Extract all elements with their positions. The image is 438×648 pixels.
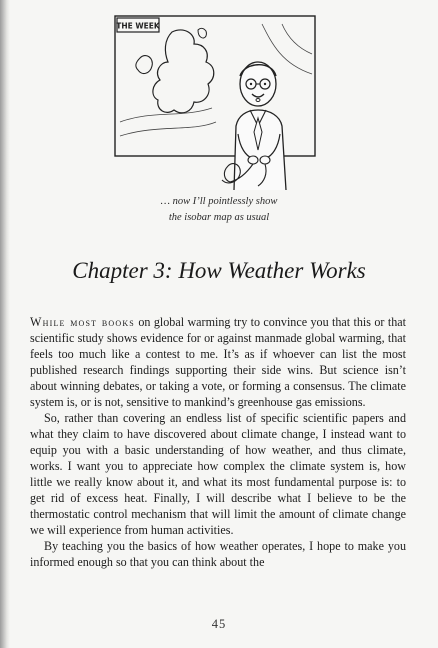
map-board [115, 16, 315, 156]
illustration-caption-line-2: the isobar map as usual [168, 212, 270, 223]
page-number: 45 [211, 617, 227, 631]
weatherman-left-hand [248, 156, 258, 164]
chapter-title: Chapter 3: How Weather Works [72, 258, 366, 283]
isobar-line [282, 24, 312, 54]
paragraph-1-lead-in: While most books [30, 315, 135, 329]
small-island-shape [198, 28, 206, 38]
paragraph-3: By teaching you the basics of how weather operates, I hope to make you informed enough so that you can think about the [30, 539, 406, 569]
coastline-shape [153, 30, 214, 113]
weatherman-cartoon-drawing [112, 14, 320, 190]
board-label: THE WEEK [116, 21, 160, 31]
right-eye [264, 83, 266, 85]
paragraph-1 [30, 314, 406, 410]
island-shape [136, 56, 152, 74]
page-gutter-shadow [0, 0, 10, 648]
isobar-line [120, 122, 216, 136]
paragraph-1-text: on global warming try to convince you that this or that scientific study shows evidence for or against manmade global warming, that feels too much like a contest to me. It’s as if whoever can list the most published research findings supporting their side wins. But science isn’t about winning debates, or taking a vote, or forming a consensus. The climate system is, or is not, sensitive to mankind’s greenhouse gas emissions. [30, 315, 406, 409]
weatherman-cartoon [112, 14, 320, 190]
left-eye [250, 83, 252, 85]
weatherman-right-hand [260, 156, 270, 164]
illustration-caption-line-1: … now I’ll pointlessly show [160, 196, 278, 207]
paragraph-2: So, rather than covering an endless list of specific scientific papers and what they claim to have discovered about climate change, I instead want to equip you with a basic understanding of how weather, and thus climate, works. I want you to appreciate how complex the climate system is, how little we really know about it, and what its most fundamental purpose is: to get rid of excess heat. Finally, I will describe what I believe to be the thermostatic control mechanism that will limit the amount of climate change we will experience from human activities. [30, 411, 406, 537]
chapter-body [30, 314, 406, 570]
isobar-line [120, 108, 212, 122]
